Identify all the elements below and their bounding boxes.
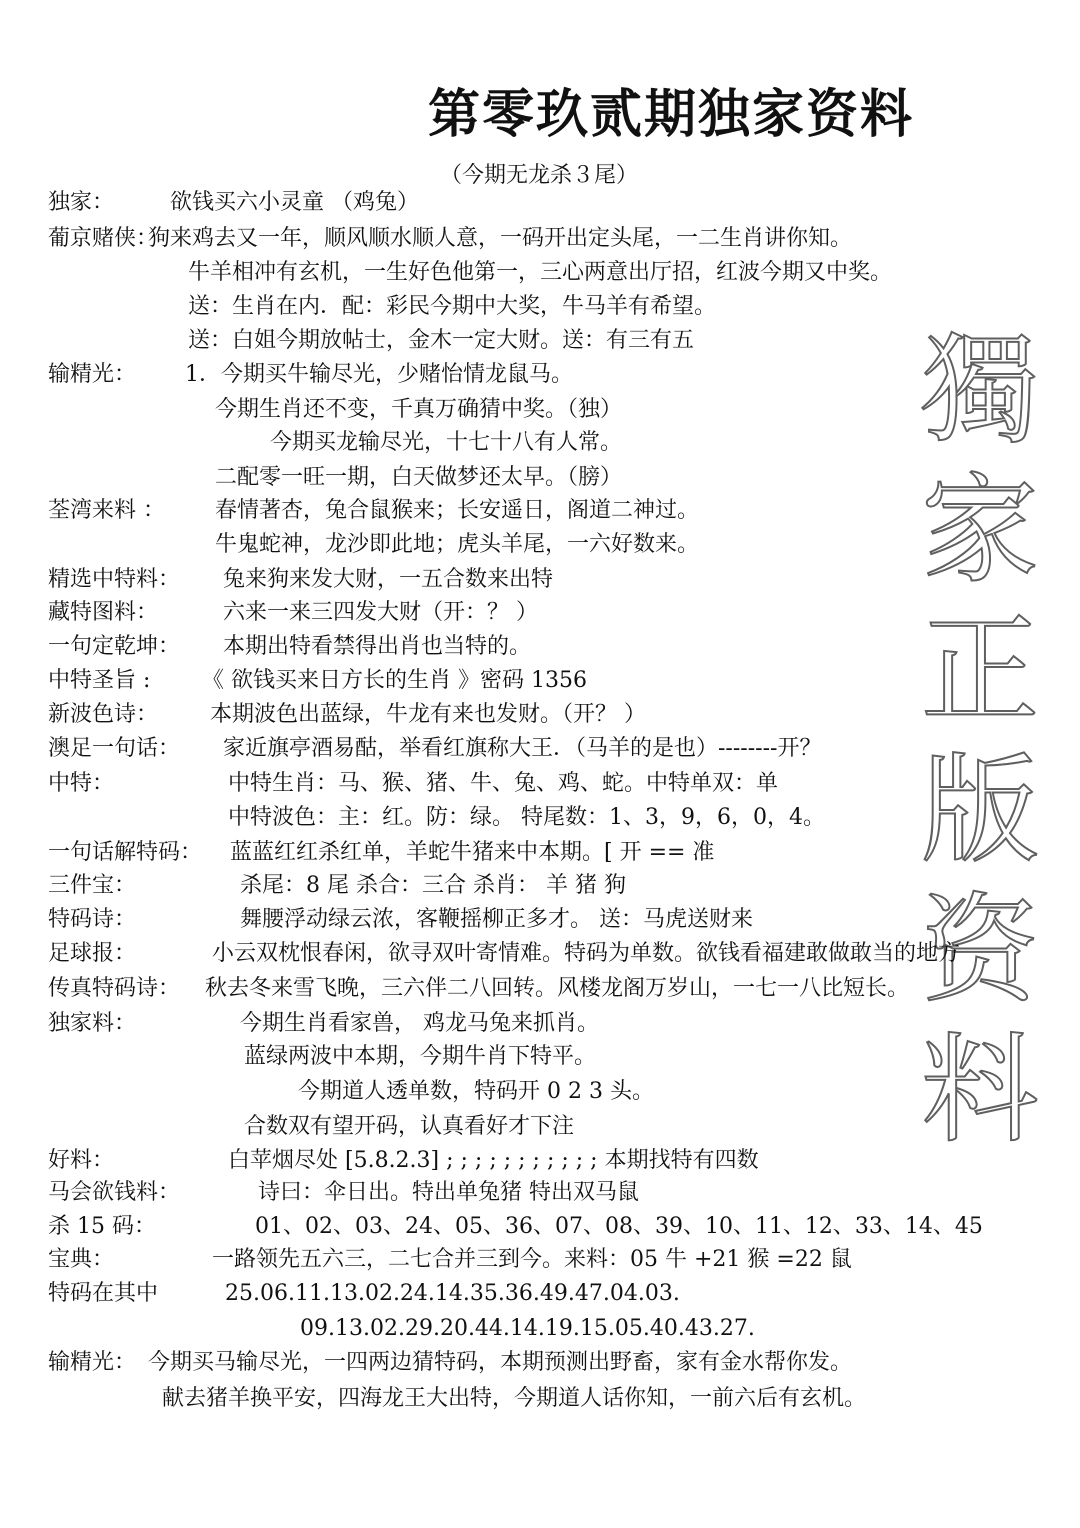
- row-label: 澳足一句话：: [48, 736, 181, 761]
- row-label: 葡京赌侠：: [48, 226, 159, 251]
- row-text: 二配零一旺一期，白天做梦还太早。（膀）: [215, 465, 623, 490]
- row-text: 中特生肖：马、猴、猪、牛、兔、鸡、蛇。中特单双：单: [228, 771, 779, 796]
- row-label: 荃湾来料 ：: [48, 498, 165, 523]
- row-text: 合数双有望开码，认真看好才下注: [244, 1114, 575, 1139]
- row-label: 传真特码诗：: [48, 976, 181, 1001]
- page-subtitle: （今期无龙杀３尾）: [440, 163, 639, 188]
- row-text: 今期生肖还不变，千真万确猜中奖。（独）: [215, 397, 623, 422]
- row-label: 特码诗：: [48, 907, 137, 932]
- row-text: 六来一来三四发大财（开：？ ）: [223, 600, 538, 625]
- row-text: 今期买龙输尽光，十七十八有人常。: [270, 430, 623, 455]
- row-text: 狗来鸡去又一年，顺风顺水顺人意，一码开出定头尾，一二生肖讲你知。: [148, 226, 853, 251]
- row-text: 本期出特看禁得出肖也当特的。: [223, 634, 532, 659]
- row-text: 小云双枕恨春闲，欲寻双叶寄情难。特码为单数。欲钱看福建敢做敢当的地方: [212, 941, 961, 966]
- row-text: 舞腰浮动绿云浓，客鞭摇柳正多才。 送：马虎送财来: [240, 907, 753, 932]
- row-label: 独家料：: [48, 1011, 137, 1036]
- row-label: 新波色诗：: [48, 702, 159, 727]
- row-label: 独家：: [48, 190, 115, 215]
- row-text: 本期波色出蓝绿，牛龙有来也发财。（开？ ）: [210, 702, 646, 727]
- row-text: 杀尾：8 尾 杀合：三合 杀肖： 羊 猪 狗: [240, 873, 626, 898]
- row-text: 送：白姐今期放帖士，金木一定大财。送：有三有五: [188, 328, 695, 353]
- row-label: 输精光：: [48, 362, 137, 387]
- row-text: 中特波色：主：红。防：绿。 特尾数：1、3，9，6，0，4。: [228, 805, 825, 830]
- watermark-char: 正: [920, 601, 1039, 739]
- row-label: 足球报：: [48, 941, 137, 966]
- row-text: 09.13.02.29.20.44.14.19.15.05.40.43.27.: [300, 1316, 755, 1341]
- row-text: 送：生肖在内．配：彩民今期中大奖，牛马羊有希望。: [188, 294, 717, 319]
- row-label: 好料：: [48, 1148, 115, 1173]
- row-label: 中特：: [48, 771, 115, 796]
- row-text: 一路领先五六三，二七合并三到今。来料：05 牛 +21 猴 =22 鼠: [212, 1247, 852, 1272]
- row-text: 白苹烟尽处 [5.8.2.3] ; ; ; ; ; ; ; ; ; ; ; 本期找特有四数: [228, 1148, 759, 1173]
- watermark-seal: [915, 320, 1045, 1160]
- watermark-char: 版: [920, 741, 1039, 879]
- row-text: 牛羊相冲有玄机，一生好色他第一，三心两意出厅招，红波今期又中奖。: [188, 260, 893, 285]
- row-text: 25.06.11.13.02.24.14.35.36.49.47.04.03.: [225, 1281, 680, 1306]
- row-text: 春情著杏，兔合鼠猴来；长安遥日，阁道二神过。: [215, 498, 700, 523]
- row-label: 中特圣旨 :: [48, 668, 151, 693]
- row-label: 精选中特料：: [48, 567, 181, 592]
- watermark-char: 獨: [920, 321, 1039, 459]
- page-title: 第零玖贰期独家资料: [428, 84, 915, 145]
- row-text: 诗曰：伞日出。特出单兔猪 特出双马鼠: [258, 1180, 639, 1205]
- row-text: 蓝绿两波中本期，今期牛肖下特平。: [244, 1044, 597, 1069]
- row-text: 欲钱买六小灵童 （鸡兔）: [170, 190, 419, 215]
- row-label: 输精光：: [48, 1350, 137, 1375]
- row-label: 宝典：: [48, 1247, 115, 1272]
- row-text: 牛鬼蛇神，龙沙即此地；虎头羊尾，一六好数来。: [215, 532, 700, 557]
- row-text: 今期道人透单数，特码开 0 2 3 头。: [298, 1079, 654, 1104]
- row-label: 一句话解特码：: [48, 840, 203, 865]
- row-text: 今期买马输尽光，一四两边猜特码，本期预测出野畜，家有金水帮你发。: [148, 1350, 853, 1375]
- row-text: 家近旗亭酒易酤，举看红旗称大王．（马羊的是也）--------开？: [223, 736, 822, 761]
- row-text: 1．今期买牛输尽光，少赌怡情龙鼠马。: [185, 362, 573, 387]
- row-text: 献去猪羊换平安，四海龙王大出特，今期道人话你知，一前六后有玄机。: [162, 1386, 867, 1411]
- row-text: 秋去冬来雪飞晚，三六伴二八回转。风楼龙阁万岁山，一七一八比短长。: [205, 976, 910, 1001]
- row-text: 《 欲钱买来日方长的生肖 》密码 1356: [202, 668, 587, 693]
- row-label: 一句定乾坤：: [48, 634, 181, 659]
- row-label: 马会欲钱料：: [48, 1180, 181, 1205]
- row-text: 兔来狗来发大财，一五合数来出特: [223, 567, 554, 592]
- row-text: 01、02、03、24、05、36、07、08、39、10、11、12、33、14、45: [255, 1214, 983, 1239]
- watermark-char: 料: [920, 1021, 1039, 1159]
- watermark-char: 家: [920, 461, 1039, 599]
- row-label: 杀 15 码：: [48, 1214, 156, 1239]
- row-text: 蓝蓝红红杀红单，羊蛇牛猪来中本期。[ 开 == 准: [230, 840, 715, 865]
- row-label: 藏特图料：: [48, 600, 159, 625]
- watermark-char: 资: [920, 881, 1039, 1019]
- row-label: 特码在其中: [48, 1281, 159, 1306]
- row-label: 三件宝：: [48, 873, 137, 898]
- row-text: 今期生肖看家兽， 鸡龙马兔来抓肖。: [240, 1011, 599, 1036]
